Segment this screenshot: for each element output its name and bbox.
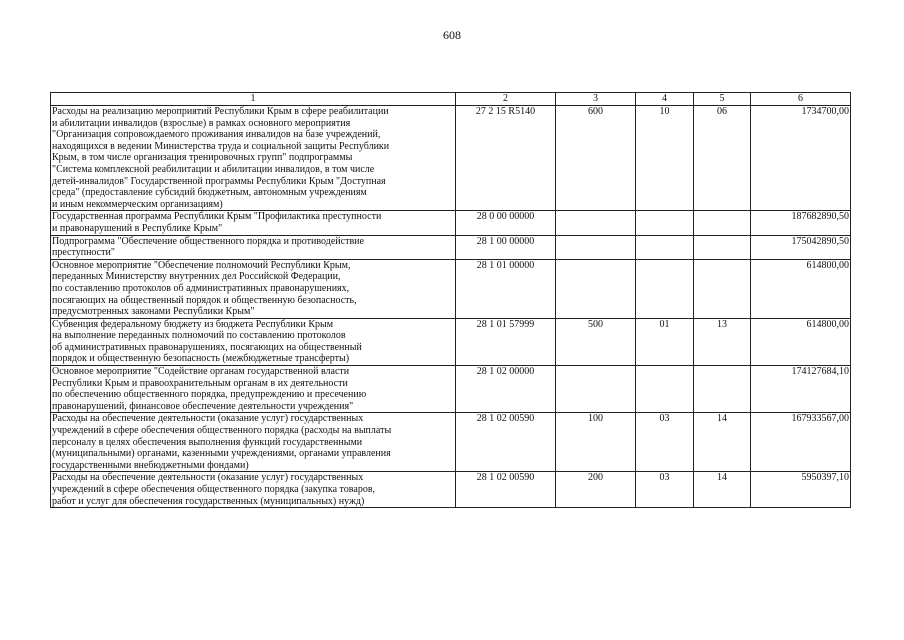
expense-type-cell: 100	[556, 413, 636, 472]
amount-cell: 614800,00	[751, 318, 851, 365]
row-name-line: среда" (предоставление субсидий бюджетным, автономным учреждениям	[52, 187, 367, 199]
row-name-cell	[51, 235, 456, 259]
row-name-line: Основное мероприятие "Обеспечение полномочий Республики Крым,	[52, 259, 351, 271]
row-name-line: порядок и общественную безопасность (межбюджетные трансферты)	[52, 353, 350, 365]
table-row	[51, 235, 851, 259]
row-name-line: переданных Министерству внутренних дел Российской Федерации,	[52, 271, 341, 283]
header-row	[51, 93, 851, 106]
row-name-cell	[51, 413, 456, 472]
row-name-cell	[51, 211, 456, 235]
amount-cell: 1734700,00	[751, 106, 851, 211]
row-name-line: преступности"	[52, 247, 115, 259]
row-name-cell	[51, 259, 456, 318]
section-cell	[636, 259, 694, 318]
table-row	[51, 366, 851, 413]
column-header-3: 3	[556, 93, 636, 106]
expense-type-cell: 500	[556, 318, 636, 365]
target-code-cell: 28 1 01 57999	[456, 318, 556, 365]
row-name-line: по обеспечению общественного порядка, предупреждению и пресечению	[52, 389, 367, 401]
subsection-cell: 13	[694, 318, 751, 365]
table-row	[51, 211, 851, 235]
target-code-cell: 28 1 02 00590	[456, 472, 556, 508]
row-name-line: "Система комплексной реабилитации и абилитации инвалидов, в том числе	[52, 163, 375, 175]
row-name-line: Крым, в том числе организация тренировочных групп" подпрограммы	[52, 152, 353, 164]
amount-cell: 5950397,10	[751, 472, 851, 508]
row-name-line: учреждений в сфере обеспечения общественного порядка (расходы на выплаты	[52, 425, 392, 437]
table-row	[51, 106, 851, 211]
column-header-2: 2	[456, 93, 556, 106]
subsection-cell	[694, 235, 751, 259]
row-name-line: находящихся в ведении Министерства труда и социальной защиты Республики	[52, 140, 390, 152]
subsection-cell	[694, 366, 751, 413]
target-code-cell: 28 1 02 00590	[456, 413, 556, 472]
row-name-line: и иным некоммерческим организациям)	[52, 198, 223, 210]
subsection-cell: 06	[694, 106, 751, 211]
row-name-line: и правонарушений в Республике Крым"	[52, 222, 223, 234]
row-name-cell	[51, 366, 456, 413]
subsection-cell	[694, 211, 751, 235]
row-name-line: Расходы на реализацию мероприятий Республики Крым в сфере реабилитации	[52, 106, 389, 117]
subsection-cell: 14	[694, 472, 751, 508]
expense-type-cell: 200	[556, 472, 636, 508]
amount-cell: 175042890,50	[751, 235, 851, 259]
expense-type-cell	[556, 259, 636, 318]
table-row	[51, 413, 851, 472]
column-header-6: 6	[751, 93, 851, 106]
row-name-line: Субвенция федеральному бюджету из бюджета Республики Крым	[52, 318, 334, 330]
target-code-cell: 28 1 02 00000	[456, 366, 556, 413]
expense-type-cell: 600	[556, 106, 636, 211]
row-name-line: правонарушений, финансовое обеспечение деятельности учреждения"	[52, 400, 354, 412]
row-name-cell	[51, 472, 456, 508]
target-code-cell: 28 1 00 00000	[456, 235, 556, 259]
row-name-line: посягающих на общественный порядок и общественную безопасность,	[52, 294, 357, 306]
column-header-1: 1	[51, 93, 456, 106]
section-cell: 03	[636, 413, 694, 472]
row-name-line: и абилитации инвалидов (взрослые) в рамках основного мероприятия	[52, 117, 351, 129]
budget-table	[50, 92, 851, 508]
row-name-line: по составлению протоколов об административных правонарушениях,	[52, 282, 350, 294]
row-name-line: государственными внебюджетными фондами)	[52, 459, 249, 471]
row-name-line: Расходы на обеспечение деятельности (оказание услуг) государственных	[52, 472, 364, 484]
amount-cell: 614800,00	[751, 259, 851, 318]
column-header-5: 5	[694, 93, 751, 106]
row-name-line: Расходы на обеспечение деятельности (оказание услуг) государственных	[52, 413, 364, 425]
row-name-line: предусмотренных законами Республики Крым"	[52, 306, 255, 318]
section-cell	[636, 211, 694, 235]
row-name-line: работ и услуг для обеспечения государственных (муниципальных) нужд)	[52, 495, 365, 507]
subsection-cell: 14	[694, 413, 751, 472]
row-name-line: персоналу в целях обеспечения выполнения функций государственными	[52, 436, 363, 448]
target-code-cell: 28 1 01 00000	[456, 259, 556, 318]
subsection-cell	[694, 259, 751, 318]
section-cell: 01	[636, 318, 694, 365]
table-row	[51, 318, 851, 365]
row-name-line: Государственная программа Республики Крым "Профилактика преступности	[52, 211, 382, 223]
amount-cell: 174127684,10	[751, 366, 851, 413]
row-name-line: Основное мероприятие "Содействие органам государственной власти	[52, 366, 350, 378]
row-name-line: Республики Крым и правоохранительным органам в их деятельности	[52, 377, 348, 389]
row-name-line: на выполнение переданных полномочий по составлению протоколов	[52, 330, 346, 342]
amount-cell: 187682890,50	[751, 211, 851, 235]
expense-type-cell	[556, 235, 636, 259]
section-cell	[636, 366, 694, 413]
row-name-line: об административных правонарушениях, посягающих на общественный	[52, 341, 362, 353]
amount-cell: 167933567,00	[751, 413, 851, 472]
row-name-line: (муниципальными) органами, казенными учреждениями, органами управления	[52, 448, 391, 460]
row-name-cell	[51, 318, 456, 365]
table-body	[51, 106, 851, 508]
page-number: 608	[443, 28, 461, 42]
row-name-line: учреждений в сфере обеспечения общественного порядка (закупка товаров,	[52, 484, 376, 495]
row-name-line: "Организация сопровождаемого проживания инвалидов на базе учреждений,	[52, 129, 381, 141]
section-cell: 03	[636, 472, 694, 508]
row-name-line: детей-инвалидов" Государственной программы Республики Крым "Доступная	[52, 175, 386, 187]
section-cell: 10	[636, 106, 694, 211]
expense-type-cell	[556, 366, 636, 413]
row-name-cell	[51, 106, 456, 211]
expense-type-cell	[556, 211, 636, 235]
table-row	[51, 472, 851, 508]
column-header-4: 4	[636, 93, 694, 106]
target-code-cell: 28 0 00 00000	[456, 211, 556, 235]
section-cell	[636, 235, 694, 259]
row-name-line: Подпрограмма "Обеспечение общественного порядка и противодействие	[52, 235, 364, 247]
table-row	[51, 259, 851, 318]
target-code-cell: 27 2 15 R5140	[456, 106, 556, 211]
